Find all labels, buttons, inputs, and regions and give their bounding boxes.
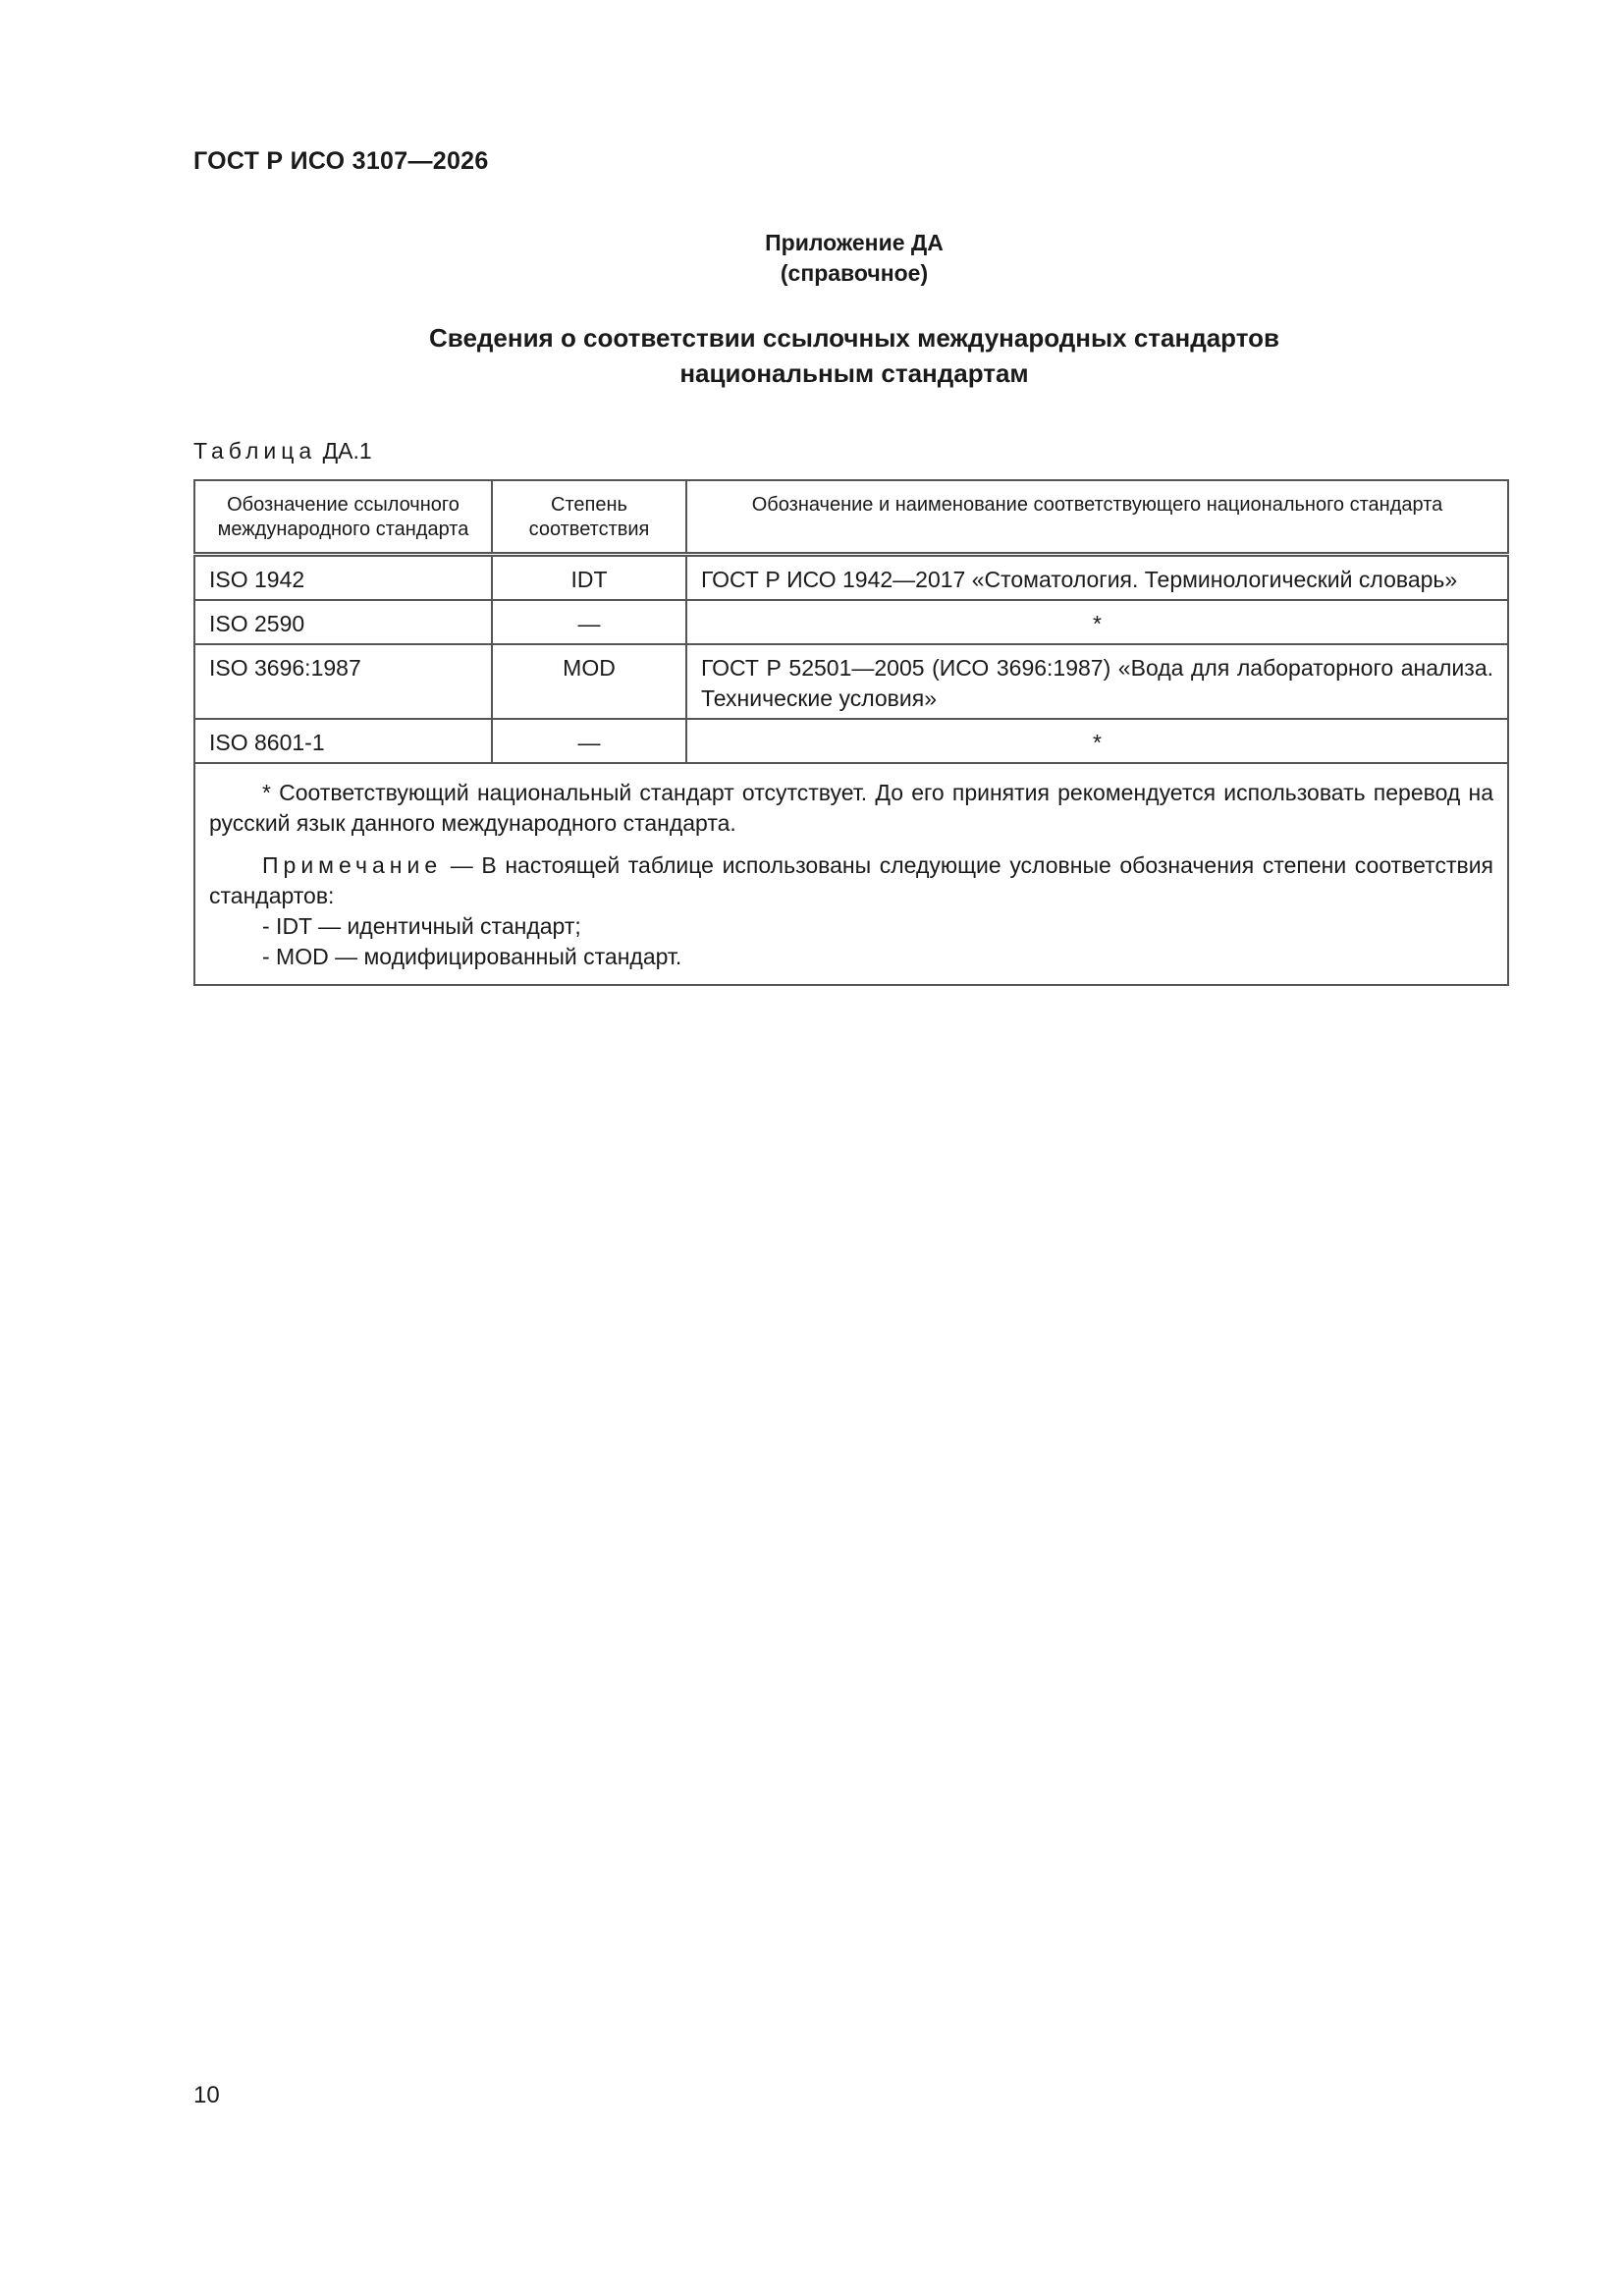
cell-intl: ISO 8601-1: [194, 719, 492, 763]
cell-degree: —: [492, 719, 686, 763]
table-footnote-row: [194, 763, 1508, 985]
header-intl-standard: Обозначение ссылочного международного стандарта: [194, 480, 492, 555]
table-row: [194, 719, 1508, 763]
appendix-subtitle: (справочное): [780, 260, 929, 286]
note-label: Примечание: [262, 852, 443, 878]
cell-national: ГОСТ Р 52501—2005 (ИСО 3696:1987) «Вода для лабораторного анализа. Технические условия»: [686, 644, 1508, 719]
note-text: — В настоящей таблице использованы следующие условные обозначения степени соответствия стандартов:: [209, 852, 1493, 908]
cell-national: *: [686, 600, 1508, 644]
table-caption: [193, 438, 372, 465]
document-code: ГОСТ Р ИСО 3107—2026: [193, 147, 489, 175]
table-caption-prefix: Таблица: [193, 438, 317, 464]
cell-degree: MOD: [492, 644, 686, 719]
table-row: [194, 644, 1508, 719]
section-title-line2: национальным стандартам: [679, 358, 1029, 388]
cell-national: *: [686, 719, 1508, 763]
appendix-title: Приложение ДА: [765, 230, 944, 255]
note-item-idt: - IDT — идентичный стандарт;: [262, 913, 581, 939]
cell-degree: IDT: [492, 555, 686, 601]
page-number: 10: [193, 2082, 220, 2108]
cell-degree: —: [492, 600, 686, 644]
header-degree: Степень соответствия: [492, 480, 686, 555]
cell-intl: ISO 3696:1987: [194, 644, 492, 719]
section-title-line1: Сведения о соответствии ссылочных международных стандартов: [429, 323, 1279, 353]
cell-national: ГОСТ Р ИСО 1942—2017 «Стоматология. Терминологический словарь»: [686, 555, 1508, 601]
appendix-heading: [0, 228, 1623, 289]
cell-intl: ISO 2590: [194, 600, 492, 644]
table-row: [194, 555, 1508, 601]
standards-table: [193, 479, 1509, 986]
table-caption-number: ДА.1: [322, 438, 372, 464]
note-paragraph: [209, 850, 1493, 911]
footnote-cell: [194, 763, 1508, 985]
table-header-row: [194, 480, 1508, 555]
header-national-standard: Обозначение и наименование соответствующего национального стандарта: [686, 480, 1508, 555]
table-row: [194, 600, 1508, 644]
section-title: [0, 320, 1623, 391]
cell-intl: ISO 1942: [194, 555, 492, 601]
footnote-text: * Соответствующий национальный стандарт отсутствует. До его принятия рекомендуется использовать перевод на русский язык данного международного стандарта.: [209, 780, 1493, 836]
note-item-mod: - MOD — модифицированный стандарт.: [262, 944, 682, 969]
